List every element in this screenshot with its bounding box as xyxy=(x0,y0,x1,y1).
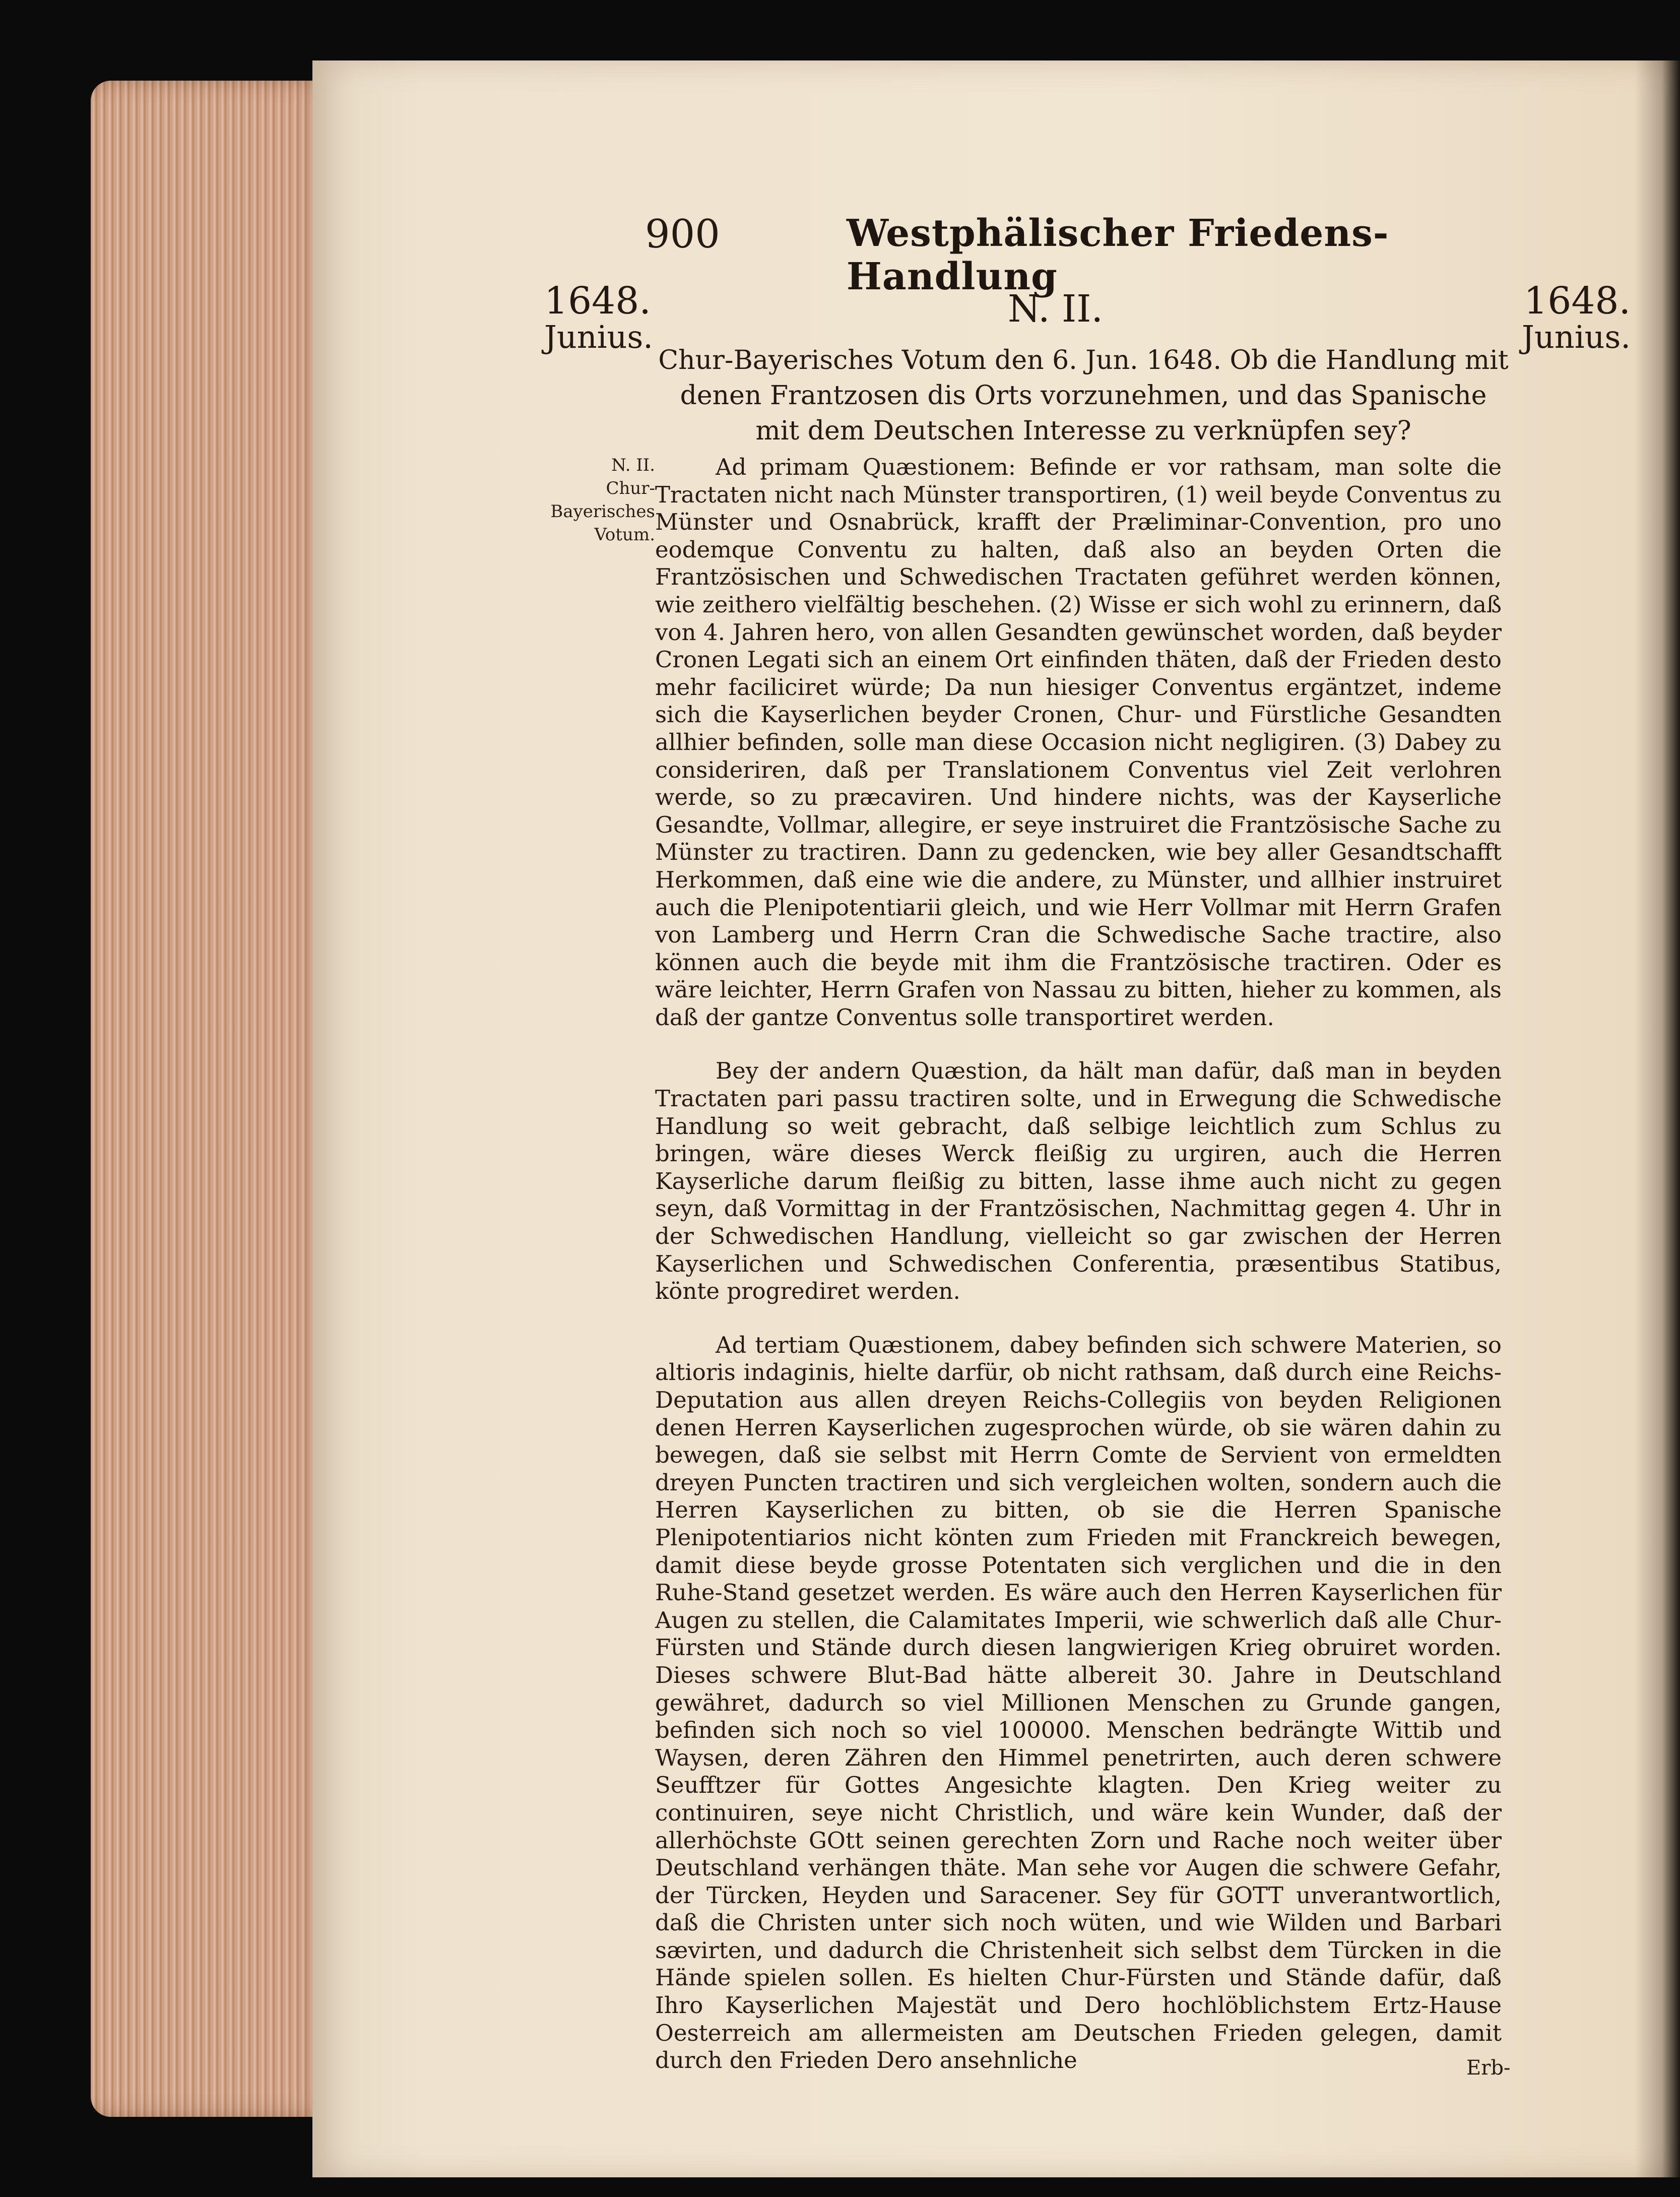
catchword: Erb- xyxy=(1466,2056,1511,2080)
year-marker-left xyxy=(544,279,654,355)
margin-note-number: N. II. xyxy=(611,455,655,475)
paragraph-3: Ad tertiam Quæstionem, dabey befinden sich schwere Materien, so altioris indaginis, hielte darfür, ob nicht rathsam, daß durch eine Reichs-Deputation aus allen dreyen Reichs-Collegiis von beyden Religionen denen Herren Kayserlichen zugesprochen würde, ob sie wären dahin zu bewegen, daß sie selbst mit Herrn Comte de Servient von ermeldten dreyen Puncten tractiren und sich vergleichen wolten, sondern auch die Herren Kayserlichen zu bitten, ob sie die Herren Spanische Plenipotentiarios nicht könten zum Frieden mit Franckreich bewegen, damit diese beyde grosse Potentaten sich verglichen und die in den Ruhe-Stand gesetzet werden. Es wäre auch den Herren Kayserlichen für Augen zu stellen, die Calamitates Imperii, wie schwerlich daß alle Chur-Fürsten und Stände durch diesen langwierigen Krieg obruiret worden. Dieses schwere Blut-Bad hätte albereit 30. Jahre in Deutschland gewähret, dadurch so viel Millionen Menschen zu Grunde gangen, befinden sich noch so viel 100000. Menschen bedrängte Wittib und Waysen, deren Zähren den Himmel penetrirten, auch deren schwere Seufftzer für Gottes Angesichte klagten. Den Krieg weiter zu continuiren, seye nicht Christlich, und wäre kein Wunder, daß der allerhöchste GOtt seinen gerechten Zorn und Rache noch weiter über Deutschland verhängen thäte. Man sehe vor Augen die schwere Gefahr, der Türcken, Heyden und Saracener. Sey für GOTT unverantwortlich, daß die Christen unter sich noch wüten, und wie Wilden und Barbari sævirten, und dadurch die Christenheit sich selbst dem Türcken in die Hände spielen sollen. Es hielten Chur-Fürsten und Stände dafür, daß Ihro Kayserlichen Majestät und Dero hochlöblichstem Ertz-Hause Oesterreich am allermeisten am Deutschen Frieden gelegen, damit durch den Frieden Dero ansehnliche xyxy=(655,1331,1502,2074)
margin-note-label: Chur-Bayerisches Votum. xyxy=(550,478,655,545)
year-right: 1648. xyxy=(1524,279,1631,323)
year-left: 1648. xyxy=(544,279,651,323)
paragraph-2: Bey der andern Quæstion, da hält man dafür, daß man in beyden Tractaten pari passu tractiren solte, und in Erwegung die Schwedische Handlung so weit gebracht, daß selbige leichtlich zum Schlus zu bringen, wäre dieses Werck fleißig zu urgiren, auch die Herren Kayserliche darum fleißig zu bitten, lasse ihme auch nicht zu gegen seyn, daß Vormittag in der Frantzösischen, Nachmittag gegen 4. Uhr in der Schwedischen Handlung, vielleicht so gar zwischen der Herren Kayserlichen und Schwedischen Conferentia, præsentibus Statibus, könte progrediret werden. xyxy=(655,1057,1502,1305)
month-left: Junius. xyxy=(544,319,654,355)
running-title: Westphälischer Friedens-Handlung xyxy=(847,212,1389,298)
section-number: N. II. xyxy=(1008,287,1104,331)
binding-gutter xyxy=(1635,60,1680,2177)
section-heading: Chur-Bayerisches Votum den 6. Jun. 1648. Ob die Handlung mit denen Frantzosen dis Orts vorzunehmen, und das Spanische mit dem Deutschen Interesse zu verknüpfen sey? xyxy=(658,345,1509,446)
page-header xyxy=(645,212,1502,298)
body-text xyxy=(655,454,1502,2101)
year-marker-right xyxy=(1522,279,1631,355)
page-edges xyxy=(91,81,328,2117)
page-number: 900 xyxy=(645,212,720,257)
margin-note xyxy=(539,454,655,546)
paragraph-1: Ad primam Quæstionem: Befinde er vor rathsam, man solte die Tractaten nicht nach Münster transportiren, (1) weil beyde Conventus zu Münster und Osnabrück, krafft der Præliminar-Convention, pro uno eodemque Conventu zu halten, daß also an beyden Orten die Frantzösischen und Schwedischen Tractaten geführet werden können, wie zeithero vielfältig beschehen. (2) Wisse er sich wohl zu erinnern, daß von 4. Jahren hero, von allen Gesandten gewünschet worden, daß beyder Cronen Legati sich an einem Ort einfinden thäten, daß der Frieden desto mehr faciliciret würde; Da nun hiesiger Conventus ergäntzet, indeme sich die Kayserlichen beyder Cronen, Chur- und Fürstliche Gesandten allhier befinden, solle man diese Occasion nicht negligiren. (3) Dabey zu consideriren, daß per Translationem Conventus viel Zeit verlohren werde, so zu præcaviren. Und hindere nichts, was der Kayserliche Gesandte, Vollmar, allegire, er seye instruiret die Frantzösische Sache zu Münster zu tractiren. Dann zu gedencken, wie bey aller Gesandtschafft Herkommen, daß eine wie die andere, zu Münster, und allhier instruiret auch die Plenipotentiarii gleich, und wie Herr Vollmar mit Herrn Grafen von Lamberg und Herrn Cran die Schwedische Sache tractire, also können auch die beyde mit ihm die Frantzösische tractiren. Oder es wäre leichter, Herrn Grafen von Nassau zu bitten, hieher zu kommen, als daß der gantze Conventus solle transportiret werden. xyxy=(655,454,1502,1031)
month-right: Junius. xyxy=(1522,319,1631,355)
